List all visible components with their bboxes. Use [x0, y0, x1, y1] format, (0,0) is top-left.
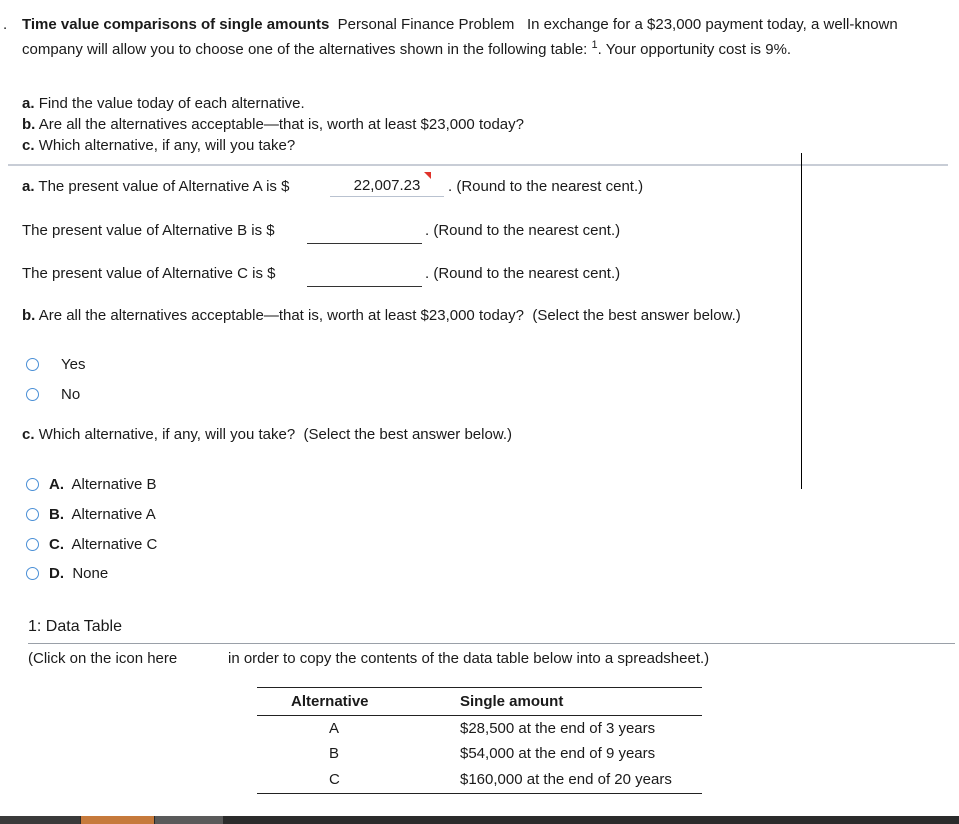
pv-b-input[interactable]	[307, 223, 422, 244]
pv-c-hint: . (Round to the nearest cent.)	[425, 265, 621, 282]
table-cell-alt-b: B	[329, 745, 340, 762]
section-divider	[8, 164, 948, 166]
radio-option-b[interactable]	[26, 508, 39, 521]
incorrect-flag-icon	[424, 172, 431, 179]
radio-yes[interactable]	[26, 358, 39, 371]
table-cell-alt-a: A	[329, 720, 340, 737]
bottom-segment-active[interactable]	[81, 816, 154, 824]
data-table-divider	[28, 643, 955, 644]
pv-a-input[interactable]: 22,007.23	[330, 176, 444, 197]
part-c-question: c. Which alternative, if any, will you take? (Select the best answer below.)	[22, 426, 512, 443]
pv-c-input[interactable]	[307, 266, 422, 287]
pv-c-label: The present value of Alternative C is $	[22, 265, 276, 282]
radio-option-d[interactable]	[26, 567, 39, 580]
task-c: c. Which alternative, if any, will you take?	[22, 137, 296, 154]
vertical-divider	[801, 153, 802, 489]
copy-table-icon[interactable]	[199, 649, 221, 669]
table-header-rule	[257, 715, 702, 716]
problem-category: Personal Finance Problem	[337, 16, 515, 33]
option-no-label[interactable]: No	[61, 386, 81, 403]
table-bottom-rule	[257, 793, 702, 794]
pv-a-hint: . (Round to the nearest cent.)	[448, 178, 644, 195]
problem-text: In exchange for a $23,000 payment today, a well-known company will allow you to choose one of the alternatives shown in the following table:	[22, 16, 898, 58]
option-c-label[interactable]: C. Alternative C	[49, 536, 158, 553]
table-header-amount: Single amount	[460, 693, 564, 710]
data-table-instruction-right: in order to copy the contents of the data table below into a spreadsheet.)	[228, 650, 710, 667]
data-table-instruction-left: (Click on the icon here	[28, 650, 178, 667]
problem-title: Time value comparisons of single amounts	[22, 16, 330, 33]
bottom-segment-3[interactable]	[155, 816, 223, 824]
option-yes-label[interactable]: Yes	[61, 356, 86, 373]
table-top-rule	[257, 687, 702, 688]
radio-no[interactable]	[26, 388, 39, 401]
problem-text-end: . Your opportunity cost is 9%.	[597, 41, 792, 58]
table-cell-amount-c: $160,000 at the end of 20 years	[460, 771, 672, 788]
table-cell-alt-c: C	[329, 771, 340, 788]
option-b-label[interactable]: B. Alternative A	[49, 506, 156, 523]
pv-a-label: a. The present value of Alternative A is $	[22, 178, 290, 195]
table-header-alternative: Alternative	[291, 693, 369, 710]
table-cell-amount-a: $28,500 at the end of 3 years	[460, 720, 656, 737]
task-b: b. Are all the alternatives acceptable—that is, worth at least $23,000 today?	[22, 116, 524, 133]
problem-statement	[22, 14, 947, 60]
part-b-question: b. Are all the alternatives acceptable—that is, worth at least $23,000 today? (Select the best answer below.)	[22, 307, 741, 324]
problem-bullet: .	[3, 16, 8, 33]
option-a-label[interactable]: A. Alternative B	[49, 476, 157, 493]
data-table-title: 1: Data Table	[28, 618, 122, 635]
task-a: a. Find the value today of each alternative.	[22, 95, 305, 112]
radio-option-a[interactable]	[26, 478, 39, 491]
bottom-segment-1	[0, 816, 80, 824]
footnote-link[interactable]: 1	[591, 39, 598, 51]
pv-b-hint: . (Round to the nearest cent.)	[425, 222, 621, 239]
pv-b-label: The present value of Alternative B is $	[22, 222, 275, 239]
table-cell-amount-b: $54,000 at the end of 9 years	[460, 745, 656, 762]
radio-option-c[interactable]	[26, 538, 39, 551]
option-d-label[interactable]: D. None	[49, 565, 109, 582]
